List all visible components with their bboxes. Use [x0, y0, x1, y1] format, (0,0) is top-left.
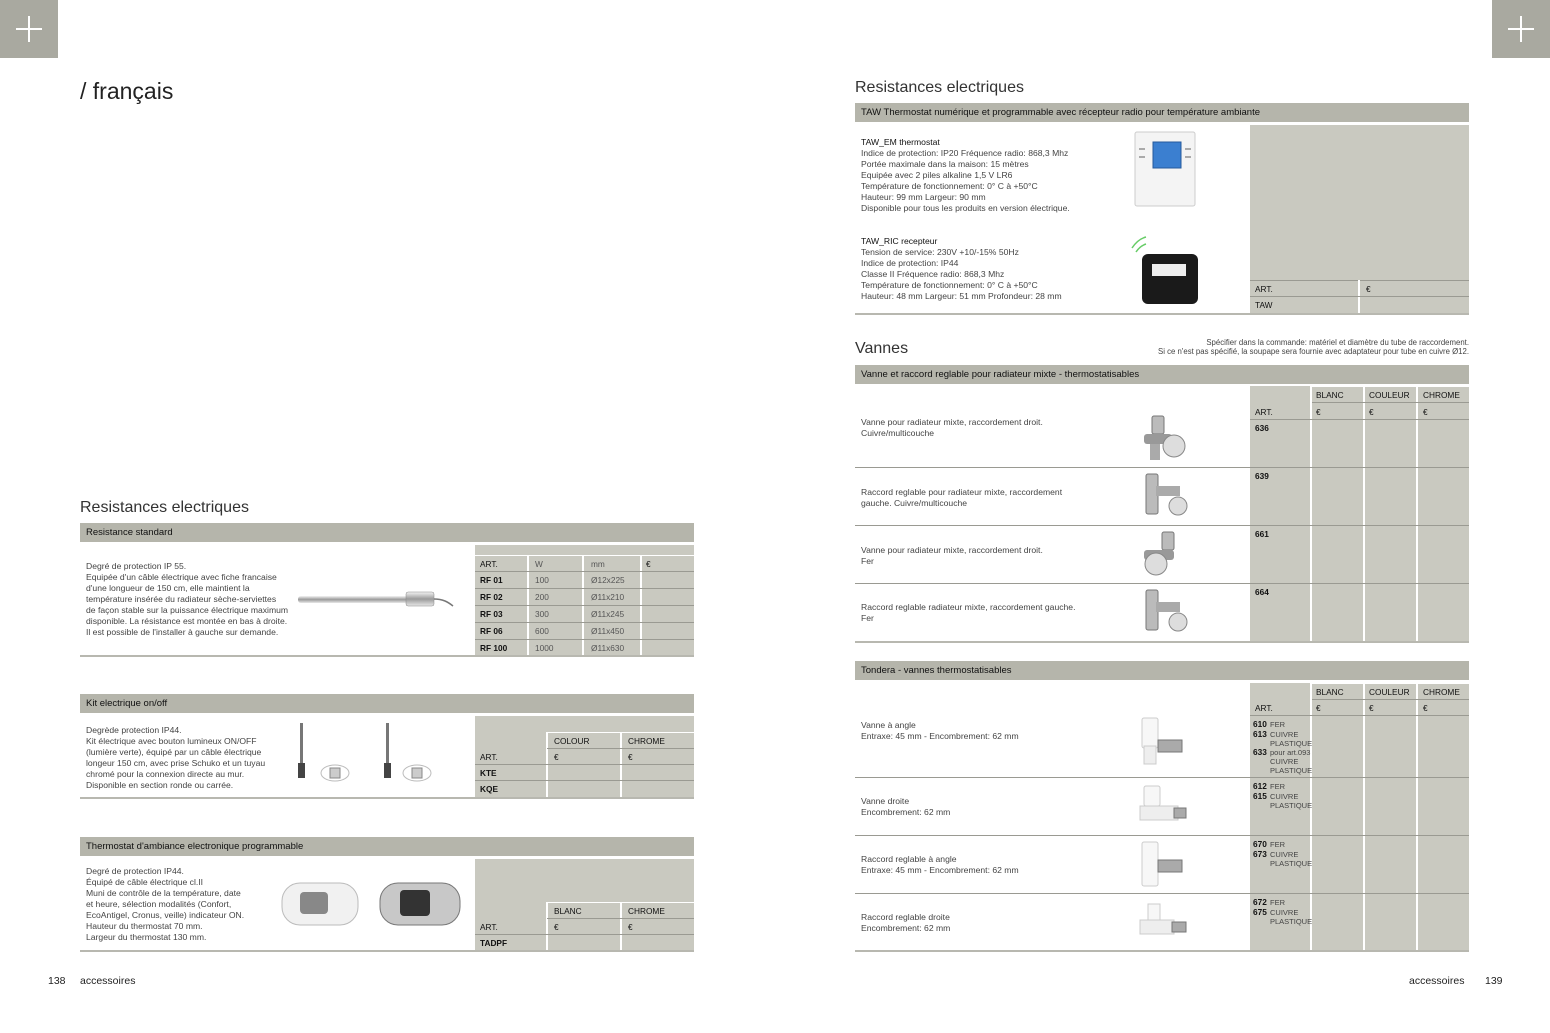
vannes-euro-3: €: [1423, 407, 1428, 417]
valve-white-image: [1138, 902, 1188, 944]
valve-white-image: [1138, 784, 1188, 830]
table-row: 670: [1253, 839, 1267, 849]
valve-chrome-image: [1138, 414, 1188, 462]
section-title-left: Resistances electriques: [80, 499, 249, 516]
table-row: TAW: [1255, 300, 1273, 310]
kit-header-art: ART.: [480, 752, 498, 762]
rs-header-art: ART.: [480, 559, 498, 569]
receiver-image: [1130, 238, 1205, 310]
taw-ric-desc: Tension de service: 230V +10/-15% 50Hz Indice de protection: IP44 Classe II Fréquence radio: 868,3 Mhz Température de fonctionnement: 0° C à +50°C Hauteur: 48 mm Largeur: 51 mm Profondeur: 28 mm: [861, 247, 1062, 301]
kit-header-colour: COLOUR: [554, 736, 590, 746]
vannes-header-blanc: BLANC: [1316, 390, 1344, 400]
valve-white-image: [1138, 840, 1188, 890]
th-header-chrome: CHROME: [628, 906, 665, 916]
material-label: FER: [1270, 840, 1285, 849]
material-label: FER: [1270, 782, 1285, 791]
rs-header-euro: €: [646, 559, 651, 569]
taw-ric-title: TAW_RIC recepteur: [861, 236, 938, 246]
table-row: 661: [1255, 529, 1269, 539]
table-cell: 100: [535, 575, 549, 585]
vannes-header-couleur: COULEUR: [1369, 390, 1410, 400]
vanne-desc: Vanne pour radiateur mixte, raccordement droit. Fer: [861, 545, 1043, 566]
table-row: KTE: [480, 768, 497, 778]
table-cell: Ø11x630: [591, 643, 625, 653]
th-header-art: ART.: [480, 922, 498, 932]
tondera-euro-1: €: [1316, 703, 1321, 713]
tondera-header-art: ART.: [1255, 703, 1273, 713]
divider: [855, 950, 1469, 952]
desc-kit-onoff: Degrède protection IP44. Kit électrique avec bouton lumineux ON/OFF (lumière verte), équipé par un câble électrique longeur 150 cm, avec prise Schuko et un tuyau chromé pour la connexion directe au mur. Disponible en section ronde ou carrée.: [86, 725, 266, 790]
table-row: TADPF: [480, 938, 508, 948]
table-row: RF 06: [480, 626, 503, 636]
kit-euro-1: €: [554, 752, 559, 762]
footer-label-right: accessoires: [1409, 975, 1465, 987]
table-cell: 600: [535, 626, 549, 636]
table-row: RF 03: [480, 609, 503, 619]
table-kit-onoff: [475, 716, 694, 798]
heating-rod-image: [298, 590, 458, 620]
divider: [80, 950, 694, 952]
material-label: pour art.093 CUIVRE PLASTIQUE: [1270, 748, 1313, 775]
tondera-euro-2: €: [1369, 703, 1374, 713]
bar-kit-onoff: Kit electrique on/off: [80, 694, 694, 713]
table-vannes: [1250, 386, 1469, 642]
table-row: RF 100: [480, 643, 508, 653]
rs-header-w: W: [535, 559, 543, 569]
expand-right-icon[interactable]: [1492, 0, 1550, 58]
valve-white-image: [1138, 716, 1188, 768]
material-label: FER: [1270, 898, 1285, 907]
vanne-desc: Vanne pour radiateur mixte, raccordement droit. Cuivre/multicouche: [861, 417, 1043, 438]
taw-euro: €: [1366, 284, 1371, 294]
divider: [855, 641, 1469, 643]
table-row: 672: [1253, 897, 1267, 907]
desc-thermostat: Degré de protection IP44. Équipé de câble électrique cl.II Muni de contrôle de la température, date et heure, sélection modalités (Confort, EcoAntigel, Cronus, veille) indicateur ON. Hauteur du thermostat 70 mm. Largeur du thermostat 130 mm.: [86, 866, 245, 942]
table-row: 636: [1255, 423, 1269, 433]
table-row: 612: [1253, 781, 1267, 791]
table-row: 675: [1253, 907, 1267, 917]
valve-chrome-image: [1138, 588, 1188, 636]
vannes-header-chrome: CHROME: [1423, 390, 1460, 400]
tondera-header-couleur: COULEUR: [1369, 687, 1410, 697]
valve-chrome-image: [1138, 472, 1188, 520]
tondera-header-chrome: CHROME: [1423, 687, 1460, 697]
table-row: RF 01: [480, 575, 503, 585]
page-number-left: 138: [48, 975, 66, 987]
bar-taw: TAW Thermostat numérique et programmable avec récepteur radio pour température ambiante: [855, 103, 1469, 122]
vannes-euro-1: €: [1316, 407, 1321, 417]
table-row: 633: [1253, 747, 1267, 757]
table-cell: Ø11x450: [591, 626, 625, 636]
table-row: 664: [1255, 587, 1269, 597]
kit-euro-2: €: [628, 752, 633, 762]
taw-em-desc: Indice de protection: IP20 Fréquence radio: 868,3 Mhz Portée maximale dans la maison: 15 mètres Equipée avec 2 piles alkaline 1,5 V LR6 Température de fonctionnement: 0° C à +50°C Hauteur: 99 mm Largeur: 90 mm Disponible pour tous les produits en version électrique.: [861, 148, 1070, 213]
table-cell: Ø11x210: [591, 592, 625, 602]
material-label: CUIVRE PLASTIQUE: [1270, 792, 1313, 810]
vannes-title: Vannes: [855, 340, 909, 357]
tondera-desc: Raccord reglable droite Encombrement: 62 mm: [861, 912, 951, 933]
material-label: CUIVRE PLASTIQUE: [1270, 730, 1313, 748]
table-row: 673: [1253, 849, 1267, 859]
table-row: 615: [1253, 791, 1267, 801]
tondera-desc: Vanne droite Encombrement: 62 mm: [861, 796, 951, 817]
table-cell: 300: [535, 609, 549, 619]
desc-resistance-standard: Degré de protection IP 55. Equipée d'un câble électrique avec fiche francaise d'une longueur de 150 cm, elle maintient la température insérée du radiateur sèche-serviettes de façon stable sur la puissance électrique maximum disponible. La résistance est montée en bas à droite. Il est possible de l'installer à gauche sur demande.: [86, 561, 289, 637]
thermostat-image: [280, 880, 465, 930]
vannes-euro-2: €: [1369, 407, 1374, 417]
material-label: CUIVRE PLASTIQUE: [1270, 908, 1313, 926]
divider: [80, 655, 694, 657]
tondera-header-blanc: BLANC: [1316, 687, 1344, 697]
tondera-desc: Vanne à angle Entraxe: 45 mm - Encombrement: 62 mm: [861, 720, 1019, 741]
thermostat-em-image: [1133, 130, 1198, 210]
bar-vannes: Vanne et raccord reglable pour radiateur mixte - thermostatisables: [855, 365, 1469, 384]
table-row: 613: [1253, 729, 1267, 739]
vannes-note: Spécifier dans la commande: matériel et diamètre du tube de raccordement. Si ce n'est pas spécifié, la soupape sera fournie avec adaptateur pour tube en cuivre Ø12.: [1158, 338, 1469, 356]
th-header-blanc: BLANC: [554, 906, 582, 916]
tondera-euro-3: €: [1423, 703, 1428, 713]
valve-chrome-image: [1138, 530, 1188, 578]
taw-em-title: TAW_EM thermostat: [861, 137, 940, 147]
kit-onoff-image: [290, 718, 460, 793]
table-row: 639: [1255, 471, 1269, 481]
th-euro-2: €: [628, 922, 633, 932]
divider: [80, 797, 694, 799]
table-cell: Ø11x245: [591, 609, 625, 619]
rs-header-mm: mm: [591, 559, 605, 569]
table-cell: 200: [535, 592, 549, 602]
material-label: FER: [1270, 720, 1285, 729]
table-cell: Ø12x225: [591, 575, 625, 585]
vanne-desc: Raccord reglable pour radiateur mixte, raccordement gauche. Cuivre/multicouche: [861, 487, 1063, 508]
vannes-header-art: ART.: [1255, 407, 1273, 417]
section-title-right: Resistances electriques: [855, 79, 1024, 96]
tondera-desc: Raccord reglable à angle Entraxe: 45 mm - Encombrement: 62 mm: [861, 854, 1019, 875]
expand-left-icon[interactable]: [0, 0, 58, 58]
bar-resistance-standard: Resistance standard: [80, 523, 694, 542]
divider: [855, 313, 1469, 315]
th-euro-1: €: [554, 922, 559, 932]
footer-label-left: accessoires: [80, 975, 136, 987]
material-label: CUIVRE PLASTIQUE: [1270, 850, 1313, 868]
bar-thermostat: Thermostat d'ambiance electronique programmable: [80, 837, 694, 856]
kit-header-chrome: CHROME: [628, 736, 665, 746]
table-row: 610: [1253, 719, 1267, 729]
bar-tondera: Tondera - vannes thermostatisables: [855, 661, 1469, 680]
taw-header-art: ART.: [1255, 284, 1273, 294]
table-row: RF 02: [480, 592, 503, 602]
table-thermostat: [475, 859, 694, 951]
language-heading: / français: [80, 78, 174, 104]
page-number-right: 139: [1485, 975, 1503, 987]
table-row: KQE: [480, 784, 498, 794]
vanne-desc: Raccord reglable radiateur mixte, raccordement gauche. Fer: [861, 602, 1076, 623]
table-cell: 1000: [535, 643, 554, 653]
